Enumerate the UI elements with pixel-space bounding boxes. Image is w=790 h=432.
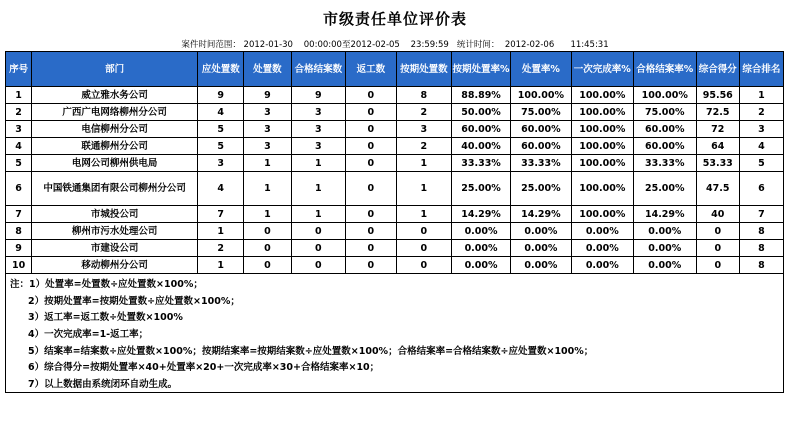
cell-due: 7	[198, 206, 244, 223]
cell-rework: 0	[346, 121, 396, 138]
header-cell-index: 序号	[6, 52, 32, 87]
cell-rework: 0	[346, 87, 396, 104]
table-row	[6, 172, 784, 206]
cell-rework: 0	[346, 172, 396, 206]
cell-rank: 3	[739, 121, 783, 138]
cell-closed-rate: 0.00%	[633, 257, 696, 274]
cell-closed: 1	[291, 155, 346, 172]
cell-handle-rate: 14.29%	[510, 206, 571, 223]
cell-once-rate: 100.00%	[571, 155, 633, 172]
header-cell-rank: 综合排名	[739, 52, 783, 87]
table-row	[6, 257, 784, 274]
note-line: 3）返工率=返工数÷处置数×100%	[28, 312, 183, 323]
cell-ontime: 0	[396, 223, 452, 240]
cell-score: 72	[696, 121, 739, 138]
cell-index: 7	[6, 206, 32, 223]
note-line: 4）一次完成率=1-返工率；	[28, 329, 149, 340]
cell-ontime: 8	[396, 87, 452, 104]
cell-closed: 1	[291, 206, 346, 223]
cell-closed-rate: 25.00%	[633, 172, 696, 206]
cell-once-rate: 100.00%	[571, 172, 633, 206]
cell-score: 0	[696, 257, 739, 274]
cell-once-rate: 100.00%	[571, 138, 633, 155]
cell-ontime-rate: 0.00%	[452, 257, 511, 274]
cell-handle-rate: 25.00%	[510, 172, 571, 206]
table-row	[6, 138, 784, 155]
cell-due: 1	[198, 257, 244, 274]
cell-due: 3	[198, 155, 244, 172]
cell-ontime: 0	[396, 240, 452, 257]
cell-once-rate: 100.00%	[571, 87, 633, 104]
note-line: 5）结案率=结案数÷应处置数×100%；按期结案率=按期结案数÷应处置数×100%；合格结案率=合格结案数÷应处置数×100%；	[28, 346, 594, 357]
cell-handle-rate: 60.00%	[510, 121, 571, 138]
cell-ontime: 2	[396, 104, 452, 121]
cell-rank: 1	[739, 87, 783, 104]
cell-index: 6	[6, 172, 32, 206]
table-row	[6, 240, 784, 257]
cell-once-rate: 100.00%	[571, 104, 633, 121]
cell-once-rate: 0.00%	[571, 240, 633, 257]
cell-handle-rate: 75.00%	[510, 104, 571, 121]
cell-ontime: 1	[396, 206, 452, 223]
cell-rework: 0	[346, 138, 396, 155]
cell-rank: 4	[739, 138, 783, 155]
cell-index: 1	[6, 87, 32, 104]
cell-index: 8	[6, 223, 32, 240]
cell-due: 4	[198, 104, 244, 121]
cell-closed: 3	[291, 104, 346, 121]
cell-closed-rate: 0.00%	[633, 240, 696, 257]
cell-handle-rate: 0.00%	[510, 240, 571, 257]
cell-handled: 1	[244, 206, 291, 223]
cell-ontime-rate: 40.00%	[452, 138, 511, 155]
table-row	[6, 155, 784, 172]
cell-rank: 5	[739, 155, 783, 172]
cell-score: 64	[696, 138, 739, 155]
cell-handled: 0	[244, 223, 291, 240]
note-line: 注：1）处置率=处置数÷应处置数×100%；	[10, 279, 203, 290]
cell-once-rate: 0.00%	[571, 257, 633, 274]
cell-score: 40	[696, 206, 739, 223]
cell-due: 2	[198, 240, 244, 257]
cell-rework: 0	[346, 155, 396, 172]
header-cell-department: 部门	[32, 52, 198, 87]
cell-closed-rate: 60.00%	[633, 138, 696, 155]
cell-closed: 0	[291, 257, 346, 274]
cell-rework: 0	[346, 240, 396, 257]
cell-due: 5	[198, 138, 244, 155]
cell-handle-rate: 0.00%	[510, 257, 571, 274]
cell-due: 1	[198, 223, 244, 240]
header-cell-due: 应处置数	[198, 52, 244, 87]
cell-ontime-rate: 14.29%	[452, 206, 511, 223]
cell-due: 4	[198, 172, 244, 206]
cell-index: 5	[6, 155, 32, 172]
cell-rework: 0	[346, 257, 396, 274]
table-row	[6, 223, 784, 240]
cell-handle-rate: 100.00%	[510, 87, 571, 104]
table-row	[6, 206, 784, 223]
note-line: 2）按期处置率=按期处置数÷应处置数×100%；	[28, 296, 240, 307]
cell-rank: 8	[739, 223, 783, 240]
cell-department: 市建设公司	[32, 240, 198, 257]
cell-due: 9	[198, 87, 244, 104]
cell-once-rate: 100.00%	[571, 206, 633, 223]
cell-index: 10	[6, 257, 32, 274]
cell-ontime-rate: 88.89%	[452, 87, 511, 104]
cell-score: 0	[696, 223, 739, 240]
cell-rank: 8	[739, 257, 783, 274]
cell-ontime-rate: 0.00%	[452, 240, 511, 257]
header-cell-rework: 返工数	[346, 52, 396, 87]
cell-handled: 9	[244, 87, 291, 104]
cell-once-rate: 100.00%	[571, 121, 633, 138]
cell-handled: 3	[244, 104, 291, 121]
header-cell-handled: 处置数	[244, 52, 291, 87]
note-line: 6）综合得分=按期处置率×40+处置率×20+一次完成率×30+合格结案率×10；	[28, 362, 380, 373]
cell-ontime: 1	[396, 172, 452, 206]
cell-handle-rate: 60.00%	[510, 138, 571, 155]
cell-department: 柳州市污水处理公司	[32, 223, 198, 240]
cell-index: 2	[6, 104, 32, 121]
header-cell-closed-rate: 合格结案率%	[633, 52, 696, 87]
cell-ontime-rate: 60.00%	[452, 121, 511, 138]
cell-index: 9	[6, 240, 32, 257]
cell-rework: 0	[346, 223, 396, 240]
cell-closed-rate: 100.00%	[633, 87, 696, 104]
header-cell-handle-rate: 处置率%	[510, 52, 571, 87]
cell-ontime: 1	[396, 155, 452, 172]
cell-department: 电网公司柳州供电局	[32, 155, 198, 172]
cell-index: 4	[6, 138, 32, 155]
cell-score: 72.5	[696, 104, 739, 121]
header-cell-closed: 合格结案数	[291, 52, 346, 87]
cell-department: 电信柳州分公司	[32, 121, 198, 138]
cell-rework: 0	[346, 104, 396, 121]
cell-department: 移动柳州分公司	[32, 257, 198, 274]
cell-handled: 0	[244, 240, 291, 257]
cell-closed-rate: 0.00%	[633, 223, 696, 240]
cell-index: 3	[6, 121, 32, 138]
cell-closed-rate: 75.00%	[633, 104, 696, 121]
cell-score: 53.33	[696, 155, 739, 172]
cell-department: 威立雅水务公司	[32, 87, 198, 104]
cell-ontime: 0	[396, 257, 452, 274]
cell-closed: 1	[291, 172, 346, 206]
header-cell-ontime-rate: 按期处置率%	[452, 52, 511, 87]
cell-rank: 8	[739, 240, 783, 257]
table-row	[6, 104, 784, 121]
cell-ontime-rate: 25.00%	[452, 172, 511, 206]
evaluation-table	[5, 51, 784, 274]
page-title: 市级责任单位评价表	[322, 10, 467, 28]
cell-closed: 0	[291, 223, 346, 240]
cell-handled: 1	[244, 155, 291, 172]
table-row	[6, 87, 784, 104]
header-cell-once-rate: 一次完成率%	[571, 52, 633, 87]
cell-handled: 3	[244, 121, 291, 138]
cell-closed: 9	[291, 87, 346, 104]
cell-score: 95.56	[696, 87, 739, 104]
cell-department: 中国铁通集团有限公司柳州分公司	[32, 172, 198, 206]
table-row	[6, 121, 784, 138]
cell-closed-rate: 14.29%	[633, 206, 696, 223]
cell-ontime: 3	[396, 121, 452, 138]
cell-closed-rate: 33.33%	[633, 155, 696, 172]
cell-closed: 3	[291, 138, 346, 155]
cell-closed: 3	[291, 121, 346, 138]
cell-rework: 0	[346, 206, 396, 223]
cell-handled: 1	[244, 172, 291, 206]
cell-ontime: 2	[396, 138, 452, 155]
cell-handle-rate: 33.33%	[510, 155, 571, 172]
cell-handled: 3	[244, 138, 291, 155]
header-cell-ontime: 按期处置数	[396, 52, 452, 87]
cell-closed-rate: 60.00%	[633, 121, 696, 138]
cell-score: 47.5	[696, 172, 739, 206]
time-range-line: 案件时间范围： 2012-01-30 00:00:00至2012-02-05 23:59:59 统计时间： 2012-02-06 11:45:31	[181, 40, 609, 50]
cell-score: 0	[696, 240, 739, 257]
table-header-row	[6, 52, 784, 87]
cell-ontime-rate: 0.00%	[452, 223, 511, 240]
cell-due: 5	[198, 121, 244, 138]
header-cell-score: 综合得分	[696, 52, 739, 87]
cell-rank: 7	[739, 206, 783, 223]
cell-handle-rate: 0.00%	[510, 223, 571, 240]
cell-ontime-rate: 33.33%	[452, 155, 511, 172]
cell-handled: 0	[244, 257, 291, 274]
cell-rank: 2	[739, 104, 783, 121]
cell-department: 市城投公司	[32, 206, 198, 223]
cell-ontime-rate: 50.00%	[452, 104, 511, 121]
cell-once-rate: 0.00%	[571, 223, 633, 240]
cell-closed: 0	[291, 240, 346, 257]
notes-box	[5, 274, 784, 393]
cell-rank: 6	[739, 172, 783, 206]
cell-department: 广西广电网络柳州分公司	[32, 104, 198, 121]
note-line: 7）以上数据由系统闭环自动生成。	[28, 379, 178, 390]
cell-department: 联通柳州分公司	[32, 138, 198, 155]
